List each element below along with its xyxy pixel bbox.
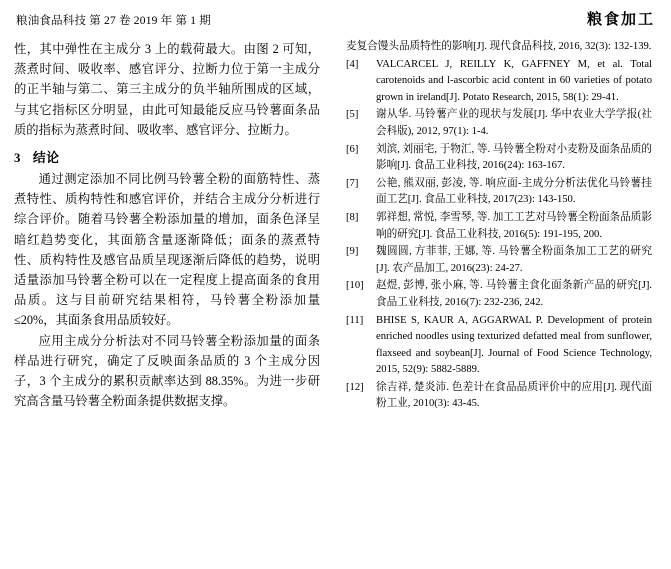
reference-number: [11] xyxy=(346,314,364,326)
paragraph-continued: 性，其中弹性在主成分 3 上的载荷最大。由图 2 可知，蒸煮时间、吸收率、感官评分、拉断力位于第一主成分的正半轴与第二、第三主成分的负半轴所围成的区域，与其它指标区分明显，由此可知最能反应马铃薯面条品质的指标为蒸煮时间、吸收率、感官评分、拉断力。 xyxy=(14,42,320,137)
list-item xyxy=(346,176,652,209)
reference-number: [5] xyxy=(346,109,359,121)
conclusion-paragraph-1: 通过测定添加不同比例马铃薯全粉的面筋特性、蒸煮特性、质构特性和感官评价，并结合主成分分析进行综合评价。随着马铃薯全粉添加量的增加，面条色泽呈暗红趋势变化，其面筋含量逐渐降低；面条的蒸煮特性、质构特性及感官品质呈现逐渐后降低的趋势，说明适量添加马铃薯全粉可以在一定程度上提高面条的食用品质。这与目前研究结果相符，马铃薯全粉添加量≤20%，其面条食用品质较好。 xyxy=(14,172,320,328)
section-heading-conclusion xyxy=(14,147,320,166)
reference-list xyxy=(346,57,652,413)
right-column xyxy=(346,39,652,414)
reference-number: [10] xyxy=(346,280,364,292)
list-item xyxy=(346,107,652,140)
reference-text: 赵煜, 彭博, 张小麻, 等. 马铃薯主食化面条新产品的研究[J]. 食品工业科技, 2016(7): 232-236, 242. xyxy=(376,280,652,308)
reference-number: [4] xyxy=(346,58,359,70)
reference-number: [12] xyxy=(346,381,364,393)
list-item xyxy=(346,278,652,311)
conclusion-paragraph-2: 应用主成分分析法对不同马铃薯全粉添加量的面条样品进行研究，确定了反映面条品质的 3 个主成分因子，3 个主成分的累积贡献率达到 88.35%。为进一步研究高含量马铃薯全粉面条提供数据支撑。 xyxy=(14,333,320,409)
two-column-body xyxy=(14,39,657,414)
list-item xyxy=(346,210,652,243)
reference-text: 刘滨, 刘丽宅, 于物汇, 等. 马铃薯全粉对小麦粉及面条品质的影响[J]. 食品工业科技, 2016(24): 163-167. xyxy=(376,143,652,172)
list-item xyxy=(346,57,652,107)
reference-continuation: 麦复合馒头品质特性的影响[J]. 现代食品科技, 2016, 32(3): 132-139. xyxy=(346,41,652,52)
list-item xyxy=(346,244,652,277)
section-number: 3 xyxy=(14,151,21,166)
reference-number: [6] xyxy=(346,143,359,155)
list-item xyxy=(346,380,652,413)
journal-info: 粮油食品科技 第 27 卷 2019 年 第 1 期 xyxy=(16,15,211,27)
reference-number: [7] xyxy=(346,177,359,189)
reference-text: BHISE S, KAUR A, AGGARWAL P. Development of protein enriched noodles using texturized defatted meal from sunflower, flaxseed and soybean[J]. Journal of Food Science Technology, 2015, 52(9): 5882-5889. xyxy=(376,314,652,376)
reference-text: 魏圆圆, 方菲菲, 王娜, 等. 马铃薯全粉面条加工工艺的研究[J]. 农产品加工, 2016(23): 24-27. xyxy=(376,246,652,274)
list-item xyxy=(346,142,652,175)
reference-text: 公艳, 熊双丽, 彭凌, 等. 响应面-主成分分析法优化马铃薯挂面工艺[J]. 食品工业科技, 2017(23): 143-150. xyxy=(376,177,652,206)
reference-text: 徐吉祥, 楚炎沛. 色差计在食品品质评价中的应用[J]. 现代面粉工业, 2010(3): 43-45. xyxy=(376,381,652,410)
left-column xyxy=(14,39,320,414)
reference-text: 谢从华. 马铃薯产业的现状与发展[J]. 华中农业大学学报(社会科版), 2012, 97(1): 1-4. xyxy=(376,109,652,137)
reference-text: VALCARCEL J, REILLY K, GAFFNEY M, et al. Total carotenoids and l-ascorbic acid content in 60 varieties of potato grown in ireland[J]. Potato Research, 2015, 58(1): 29-41. xyxy=(376,58,652,103)
page-header xyxy=(14,8,657,33)
reference-number: [9] xyxy=(346,246,359,258)
list-item xyxy=(346,313,652,379)
reference-number: [8] xyxy=(346,211,359,223)
section-name: 结论 xyxy=(32,151,60,166)
section-title-header: 粮食加工 xyxy=(586,12,655,28)
reference-text: 郭祥想, 常悦, 李雪琴, 等. 加工工艺对马铃薯全粉面条品质影响的研究[J]. 食品工业科技, 2016(5): 191-195, 200. xyxy=(376,211,652,240)
